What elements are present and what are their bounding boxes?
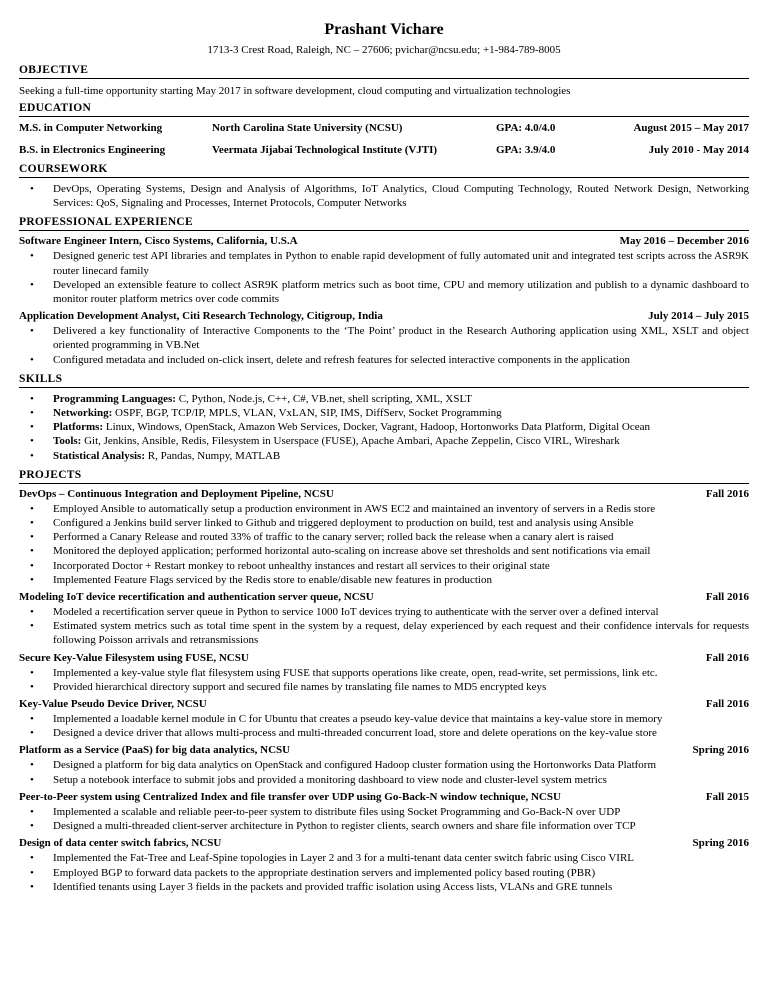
coursework-list: [19, 182, 749, 210]
skill-label: Statistical Analysis:: [53, 449, 145, 462]
skill-text: OSPF, BGP, TCP/IP, MPLS, VLAN, VxLAN, SIP, IMS, DiffServ, Socket Programming: [112, 407, 502, 420]
projects-list: [19, 487, 749, 894]
skill-text: Git, Jenkins, Ansible, Redis, Filesystem in Userspace (FUSE), Apache Ambari, Apache Zeppelin, Cisco VIRL, Wireshark: [81, 435, 620, 448]
project-bullets: [19, 805, 749, 833]
skill-label: Networking:: [53, 407, 113, 420]
skills-list: [19, 392, 749, 463]
dates: August 2015 – May 2017: [633, 122, 749, 134]
project-bullet: • Incorporated Doctor + Restart monkey to reboot unhealthy instances and restart all services to their original state: [19, 559, 749, 573]
education-row: [19, 139, 749, 161]
project-term: Fall 2016: [705, 651, 749, 664]
project-bullet: • Implemented Feature Flags serviced by the Redis store to enable/disable new features in production: [19, 573, 749, 587]
project-bullets: [19, 502, 749, 587]
candidate-name: Prashant Vichare: [324, 21, 444, 38]
project-bullet: • Implemented the Fat-Tree and Leaf-Spine topologies in Layer 2 and 3 for a multi-tenant data center switch fabric using Cisco VIRL: [19, 851, 749, 865]
project-term: Fall 2016: [705, 487, 749, 500]
project-bullet: • Employed Ansible to automatically setup a production environment in AWS EC2 and maintained an inventory of servers in a Redis store: [19, 502, 749, 516]
project-name: DevOps – Continuous Integration and Deployment Pipeline, NCSU: [19, 487, 334, 500]
project-bullets: [19, 851, 749, 894]
project-term: Spring 2016: [692, 744, 749, 757]
section-experience-heading: PROFESSIONAL EXPERIENCE: [19, 214, 749, 231]
job-dates: May 2016 – December 2016: [619, 235, 749, 248]
project-bullet: • Implemented a loadable kernel module in C for Ubuntu that creates a pseudo key-value device that maintains a key-value store in memory: [19, 712, 749, 726]
project-term: Fall 2016: [705, 591, 749, 604]
job-bullets: [19, 249, 749, 306]
project-bullet: • Implemented a scalable and reliable peer-to-peer system to distribute files using Socket Programming and Go-Back-N over UDP: [19, 805, 749, 819]
education-row: [19, 117, 749, 139]
degree: B.S. in Electronics Engineering: [19, 144, 166, 156]
experience-list: [19, 234, 749, 366]
project-header: [19, 836, 749, 851]
skill-label: Platforms:: [53, 421, 104, 434]
project-bullet: • Designed a multi-threaded client-server architecture in Python to register clients, search owners and share file information over TCP: [19, 819, 749, 833]
project-name: Platform as a Service (PaaS) for big data analytics, NCSU: [19, 744, 291, 757]
project-bullet: • Designed a platform for big data analytics on OpenStack and configured Hadoop cluster formation using the Hortonworks Data Platform: [19, 758, 749, 772]
job-dates: July 2014 – July 2015: [648, 310, 749, 323]
job-role: Application Development Analyst, Citi Research Technology, Citigroup, India: [19, 310, 383, 323]
job-bullet: • Delivered a key functionality of Interactive Components to the ‘The Point’ product in the Research Authoring application using XML, XSLT and object oriented programming in VB.Net: [19, 324, 749, 352]
project-name: Modeling IoT device recertification and authentication server queue, NCSU: [19, 591, 374, 604]
project-bullet: • Configured a Jenkins build server linked to Github and triggered deployment to production on build, test and analysis using Ansible: [19, 516, 749, 530]
section-skills-heading: SKILLS: [19, 371, 749, 388]
project-term: Fall 2016: [705, 698, 749, 711]
project-name: Secure Key-Value Filesystem using FUSE, NCSU: [19, 651, 249, 664]
project-term: Fall 2015: [705, 790, 749, 803]
skill-item: [19, 420, 749, 434]
project-bullets: [19, 605, 749, 648]
skill-item: [19, 449, 749, 463]
job-role: Software Engineer Intern, Cisco Systems, California, U.S.A: [19, 235, 298, 248]
coursework-item: • DevOps, Operating Systems, Design and Analysis of Algorithms, IoT Analytics, Cloud Computing Technology, Routed Network Design, Networking Services: QoS, Signaling and Processes, Internet Protocols, Computer Networks: [19, 182, 749, 210]
section-projects-heading: PROJECTS: [19, 467, 749, 484]
project-bullet: • Estimated system metrics such as total time spent in the system by a request, delay experienced by each request and their confidence intervals for requests following Poisson arrivals and retransmissions: [19, 619, 749, 647]
degree: M.S. in Computer Networking: [19, 122, 163, 134]
project-name: Key-Value Pseudo Device Driver, NCSU: [19, 698, 207, 711]
project-header: [19, 697, 749, 712]
skill-label: Programming Languages:: [53, 392, 176, 405]
contact-line: 1713-3 Crest Road, Raleigh, NC – 27606; pvichar@ncsu.edu; +1-984-789-8005: [207, 44, 561, 56]
project-name: Design of data center switch fabrics, NCSU: [19, 837, 222, 850]
gpa: GPA: 4.0/4.0: [496, 122, 556, 134]
project-bullets: [19, 666, 749, 694]
dates: July 2010 - May 2014: [648, 144, 749, 156]
job-bullet: • Developed an extensible feature to collect ASR9K platform metrics such as boot time, CPU and memory utilization and publish to a dynamic dashboard to monitor router platform metrics over code commits: [19, 278, 749, 306]
project-header: [19, 790, 749, 805]
skill-item: [19, 406, 749, 420]
school: North Carolina State University (NCSU): [212, 122, 403, 134]
project-bullet: • Designed a device driver that allows multi-process and multi-threaded concurrent load, store and delete operations on the key-value store: [19, 726, 749, 740]
job-bullets: [19, 324, 749, 367]
skill-item: [19, 434, 749, 448]
project-term: Spring 2016: [692, 837, 749, 850]
skill-text: R, Pandas, Numpy, MATLAB: [144, 449, 281, 462]
school: Veermata Jijabai Technological Institute (VJTI): [212, 144, 438, 156]
section-education-heading: EDUCATION: [19, 100, 749, 117]
section-coursework-heading: COURSEWORK: [19, 161, 749, 178]
job-bullet: • Designed generic test API libraries and templates in Python to enable rapid development of fully automated unit and integrated test scripts across the ASR9K router linecard family: [19, 249, 749, 277]
project-bullet: • Implemented a key-value style flat filesystem using FUSE that supports operations like create, open, read-write, set permissions, link etc.: [19, 666, 749, 680]
education-list: [19, 117, 749, 161]
project-bullet: • Monitored the deployed application; performed horizontal auto-scaling on increase above set thresholds and sent notifications via email: [19, 544, 749, 558]
skill-text: C, Python, Node.js, C++, C#, VB.net, shell scripting, XML, XSLT: [175, 392, 472, 405]
project-bullet: • Identified tenants using Layer 3 fields in the packets and provided traffic isolation using Access lists, VLANs and GRE tunnels: [19, 880, 749, 894]
objective-text: Seeking a full-time opportunity starting May 2017 in software development, cloud computing and virtualization technologies: [19, 85, 571, 97]
project-header: [19, 487, 749, 502]
skill-item: [19, 392, 749, 406]
skill-label: Tools:: [53, 435, 82, 448]
project-header: [19, 651, 749, 666]
section-objective-heading: OBJECTIVE: [19, 62, 749, 79]
project-bullet: • Performed a Canary Release and routed 33% of traffic to the canary server; rolled back the release when a canary alert is raised: [19, 530, 749, 544]
project-header: [19, 590, 749, 605]
project-bullets: [19, 758, 749, 786]
gpa: GPA: 3.9/4.0: [496, 144, 556, 156]
project-name: Peer-to-Peer system using Centralized Index and file transfer over UDP using Go-Back-N window technique, NCSU: [19, 790, 561, 803]
job-header: [19, 234, 749, 249]
project-bullet: • Modeled a recertification server queue in Python to service 1000 IoT devices trying to authenticate with the server over a defined interval: [19, 605, 749, 619]
project-bullet: • Provided hierarchical directory support and secured file names by translating file names to MD5 encrypted keys: [19, 680, 749, 694]
job-header: [19, 309, 749, 324]
project-header: [19, 743, 749, 758]
project-bullets: [19, 712, 749, 740]
project-bullet: • Employed BGP to forward data packets to the appropriate destination servers and implemented policy based routing (PBR): [19, 866, 749, 880]
job-bullet: • Configured metadata and included on-click insert, delete and refresh features for selected interactive components in the application: [19, 353, 749, 367]
skill-text: Linux, Windows, OpenStack, Amazon Web Services, Docker, Vagrant, Hadoop, Hortonworks Data Platform, Digital Ocean: [103, 421, 650, 434]
project-bullet: • Setup a notebook interface to submit jobs and provided a monitoring dashboard to view node and cluster-level system metrics: [19, 773, 749, 787]
